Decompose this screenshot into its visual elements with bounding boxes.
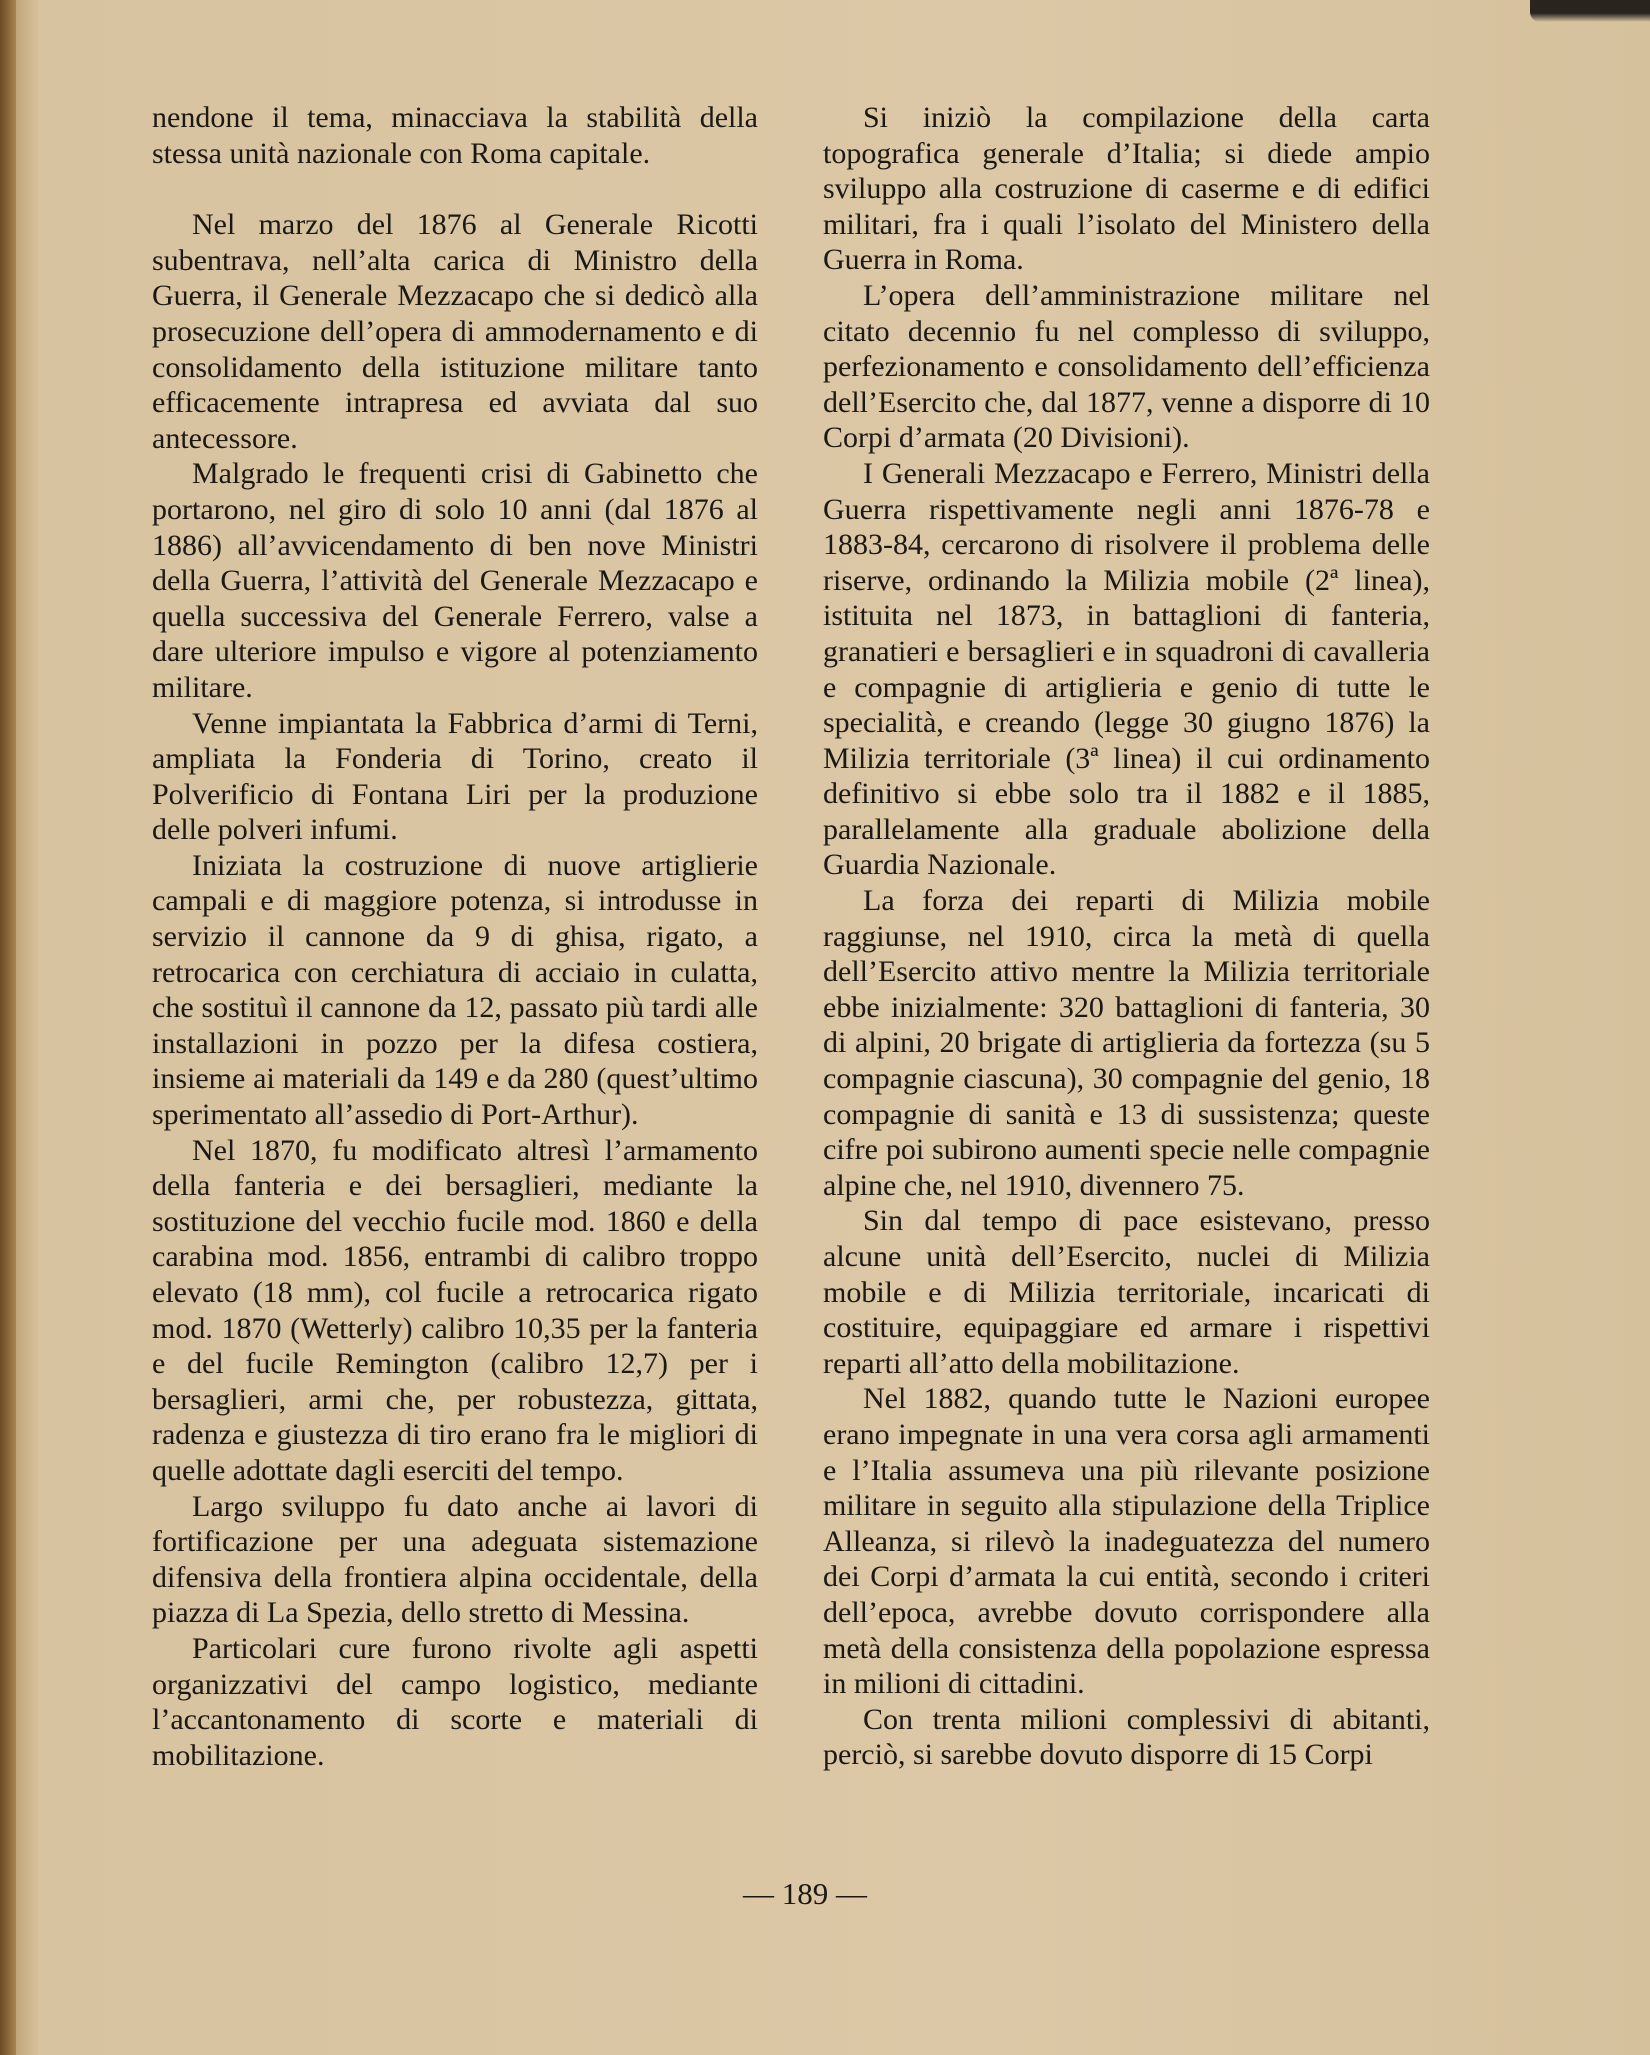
paragraph: Malgrado le frequenti crisi di Gabinetto che portarono, nel giro di solo 10 anni (dal 1876 al 1886) all’avvicendamento di ben nove Ministri della Guerra, l’attività del Generale Mezzacapo e quella successiva del Generale Ferrero, valse a dare ulteriore impulso e vigore al potenziamento militare. <box>152 457 758 704</box>
paragraph: Venne impiantata la Fabbrica d’armi di Terni, ampliata la Fonderia di Torino, creato il Polverificio di Fontana Liri per la produzione delle polveri infumi. <box>152 706 758 847</box>
paragraph: Particolari cure furono rivolte agli aspetti organizzativi del campo logistico, mediante l’accantonamento di scorte e materiali di mobilitazione. <box>152 1631 758 1772</box>
page-corner-shadow <box>1530 0 1650 22</box>
paragraph: L’opera dell’amministrazione militare nel citato decennio fu nel complesso di sviluppo, perfezionamento e consolidamento dell’efficienza dell’Esercito che, dal 1877, venne a disporre di 10 Corpi d’armata (20 Divisioni). <box>823 278 1430 455</box>
paragraph: Nel marzo del 1876 al Generale Ricotti subentrava, nell’alta carica di Ministro della Guerra, il Generale Mezzacapo che si dedicò alla prosecuzione dell’opera di ammodernamento e di consolidamento della istituzione militare tanto efficacemente intrapresa ed avviata dal suo antecessore. <box>152 208 758 455</box>
paragraph: nendone il tema, minacciava la stabilità della stessa unità nazionale con Roma capitale. <box>152 101 758 170</box>
page-number: — 189 — <box>743 1876 867 1911</box>
right-text-column <box>823 100 1430 1773</box>
paragraph: Largo sviluppo fu dato anche ai lavori di fortificazione per una adeguata sistemazione difensiva della frontiera alpina occidentale, della piazza di La Spezia, dello stretto di Messina. <box>152 1489 758 1630</box>
paragraph: Nel 1870, fu modificato altresì l’armamento della fanteria e dei bersaglieri, mediante la sostituzione del vecchio fucile mod. 1860 e della carabina mod. 1856, entrambi di calibro troppo elevato (18 mm), col fucile a retrocarica rigato mod. 1870 (Wetterly) calibro 10,35 per la fanteria e del fucile Remington (calibro 12,7) per i bersaglieri, armi che, per robustezza, gittata, radenza e giustezza di tiro erano fra le migliori di quelle adottate dagli eserciti del tempo. <box>152 1133 758 1487</box>
paragraph: Nel 1882, quando tutte le Nazioni europee erano impegnate in una vera corsa agli armamenti e l’Italia assumeva una più rilevante posizione militare in seguito alla stipulazione della Triplice Alleanza, si rilevò la inadeguatezza del numero dei Corpi d’armata la cui entità, secondo i criteri dell’epoca, avrebbe dovuto corrispondere alla metà della consistenza della popolazione espressa in milioni di cittadini. <box>823 1382 1430 1701</box>
paragraph: La forza dei reparti di Milizia mobile raggiunse, nel 1910, circa la metà di quella dell’Esercito attivo mentre la Milizia territoriale ebbe inizialmente: 320 battaglioni di fanteria, 30 di alpini, 20 brigate di artiglieria da fortezza (su 5 compagnie ciascuna), 30 compagnie del genio, 18 compagnie di sanità e 13 di sussistenza; queste cifre poi subirono aumenti specie nelle compagnie alpine che, nel 1910, divennero 75. <box>823 884 1430 1202</box>
paragraph: Con trenta milioni complessivi di abitanti, perciò, si sarebbe dovuto disporre di 15 Corpi <box>823 1702 1430 1772</box>
paragraph: Sin dal tempo di pace esistevano, presso alcune unità dell’Esercito, nuclei di Milizia mobile e di Milizia territoriale, incaricati di costituire, equipaggiare ed armare i rispettivi reparti all’atto della mobilitazione. <box>823 1204 1430 1380</box>
paragraph: I Generali Mezzacapo e Ferrero, Ministri della Guerra rispettivamente negli anni 1876-78 e 1883-84, cercarono di risolvere il problema delle riserve, ordinando la Milizia mobile (2ª linea), istituita nel 1873, in battaglioni di fanteria, granatieri e bersaglieri e in squadroni di cavalleria e compagnie di artiglieria e genio di tutte le specialità, e creando (legge 30 giugno 1876) la Milizia territoriale (3ª linea) il cui ordinamento definitivo si ebbe solo tra il 1882 e il 1885, parallelamente alla graduale abolizione della Guardia Nazionale. <box>823 456 1430 882</box>
paragraph: Si iniziò la compilazione della carta topografica generale d’Italia; si diede ampio sviluppo alla costruzione di caserme e di edifici militari, fra i quali l’isolato del Ministero della Guerra in Roma. <box>823 101 1430 277</box>
left-text-column <box>152 100 758 1773</box>
paragraph: Iniziata la costruzione di nuove artiglierie campali e di maggiore potenza, si introdusse in servizio il cannone da 9 di ghisa, rigato, a retrocarica con cerchiatura di acciaio in culatta, che sostituì il cannone da 12, passato più tardi alle installazioni in pozzo per la difesa costiera, insieme ai materiali da 149 e da 280 (quest’ultimo sperimentato all’assedio di Port-Arthur). <box>152 848 758 1132</box>
